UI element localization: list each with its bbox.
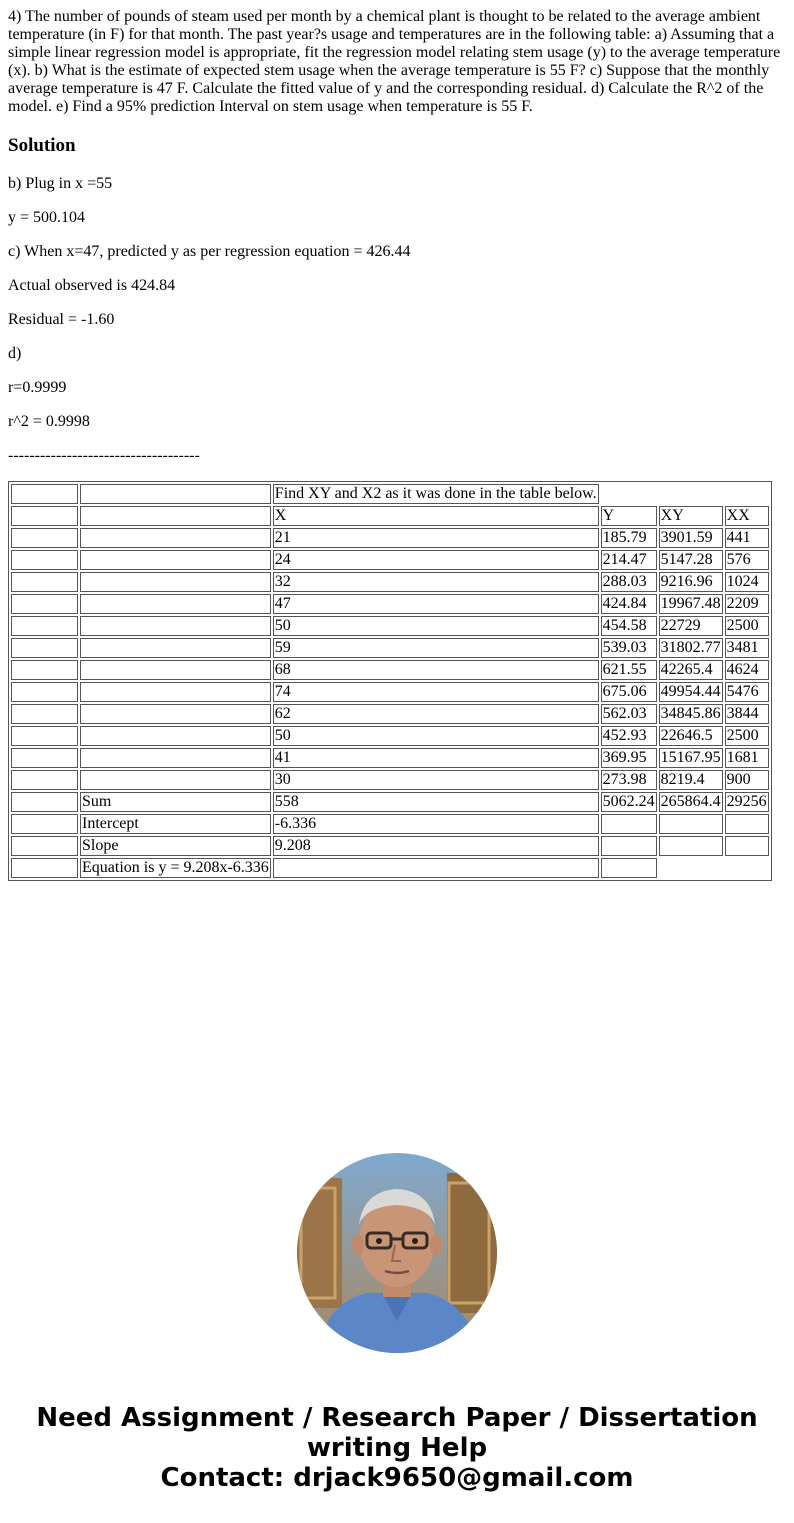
regression-equation: Equation is y = 9.208x-6.336 [82,859,269,876]
table-cell: 24 [273,550,599,570]
table-cell-empty [601,484,769,504]
table-row [11,748,769,768]
table-cell: 19967.48 [660,595,721,612]
table-cell-empty [11,506,78,526]
table-cell-empty [601,814,657,834]
table-cell-empty [11,616,78,636]
table-cell: 41 [273,748,599,768]
table-cell-empty [80,484,271,504]
table-header-row [11,506,769,526]
question-text: 4) The number of pounds of steam used per month by a chemical plant is thought to be related to the average ambient temperature (in F) for that month. The past year?s usage and temperatures are in the following table: a) Assuming that a simple linear regression model is appropriate, fit the regression model relating stem usage (y) to the average temperature (x). b) What is the estimate of expected stem usage when the average temperature is 55 F? c) Suppose that the monthly average temperature is 47 F. Calculate the fitted value of y and the corresponding residual. d) Calculate the R^2 of the model. e) Find a 95% prediction Interval on stem usage when temperature is 55 F. [8,8,781,115]
table-cell: 576 [725,550,769,570]
author-photo [297,1153,497,1353]
table-cell: 454.58 [601,616,657,636]
table-cell: 5476 [725,682,769,702]
table-cell: 74 [273,682,599,702]
table-cell-empty [80,550,271,570]
table-cell: 47 [273,594,599,614]
table-cell: 214.47 [601,550,657,570]
table-cell-empty [80,572,271,592]
table-cell: 2500 [725,616,769,636]
table-cell-empty [11,594,78,614]
table-row [11,550,769,570]
promo-line-2: writing Help [306,1433,488,1463]
column-header: X [273,506,599,526]
table-cell: 2500 [725,726,769,746]
table-cell: 1024 [725,572,769,592]
table-cell: 441 [725,528,769,548]
promo-contact: Contact: drjack9650@gmail.com [160,1463,634,1493]
table-cell-empty [80,704,271,724]
regression-table [8,481,772,881]
table-cell-empty [11,814,78,834]
table-cell: 42265.4 [659,660,723,680]
table-cell: 9216.96 [659,572,723,592]
table-cell-empty [11,484,78,504]
promo-banner [0,1403,794,1493]
table-cell: 50 [273,616,599,636]
table-cell: 539.03 [601,638,657,658]
table-cell-empty [725,814,769,834]
table-cell: 50 [273,726,599,746]
table-row [11,572,769,592]
table-cell-empty [80,616,271,636]
table-cell: 273.98 [601,770,657,790]
slope-label: Slope [80,836,271,856]
table-cell: 3481 [725,638,769,658]
table-cell-empty [11,682,78,702]
table-cell: 288.03 [601,572,657,592]
table-cell-empty [11,792,78,812]
table-cell-empty [601,858,657,878]
solution-line: d) [8,345,22,362]
table-cell: 3844 [725,704,769,724]
table-cell-empty [725,836,769,856]
table-cell: 4624 [725,660,769,680]
solution-line: c) When x=47, predicted y as per regression equation = 426.44 [8,243,411,260]
table-cell-empty [80,660,271,680]
table-cell: 59 [273,638,599,658]
table-cell-empty [11,770,78,790]
author-portrait-image [297,1153,497,1353]
sum-value: 29256 [726,793,767,810]
solution-line: r^2 = 0.9998 [8,413,90,430]
table-cell-empty [80,594,271,614]
slope-value: 9.208 [273,836,599,856]
column-header: XY [659,506,723,526]
table-row [11,638,769,658]
table-row [11,704,769,724]
table-cell-empty [80,770,271,790]
column-header: Y [601,506,657,526]
table-caption-row [11,484,769,504]
sum-value: 558 [273,792,599,812]
table-intercept-row [11,814,769,834]
table-cell-empty [659,836,723,856]
table-cell: 2209 [725,594,769,614]
table-row [11,660,769,680]
table-cell: 900 [725,770,769,790]
table-cell-empty [11,528,78,548]
table-cell-empty [273,858,599,878]
intercept-value: -6.336 [273,814,599,834]
table-cell: 21 [273,528,599,548]
table-cell-empty [11,550,78,570]
table-cell: 621.55 [601,660,657,680]
table-cell: 31802.77 [660,639,721,656]
table-cell-empty [11,858,78,878]
table-cell-empty [80,682,271,702]
sum-label: Sum [80,792,271,812]
table-cell-empty [11,748,78,768]
solution-heading: Solution [8,135,76,156]
table-cell-empty [11,836,78,856]
solution-line: y = 500.104 [8,209,86,226]
table-sum-row [11,792,769,812]
table-row [11,726,769,746]
table-row [11,682,769,702]
table-equation-row [11,858,769,878]
solution-line: r=0.9999 [8,379,67,396]
intercept-label: Intercept [80,814,271,834]
table-cell: 5147.28 [659,550,723,570]
table-cell: 424.84 [601,594,657,614]
table-cell-empty [11,726,78,746]
table-cell-empty [11,638,78,658]
table-cell: 562.03 [601,704,657,724]
table-cell-empty [80,726,271,746]
table-cell: 62 [273,704,599,724]
table-cell: 452.93 [601,726,657,746]
table-cell: 34845.86 [660,705,721,722]
sum-value: 265864.4 [660,793,721,810]
table-cell-empty [11,572,78,592]
solution-line: b) Plug in x =55 [8,175,113,192]
table-cell: 185.79 [601,528,657,548]
table-cell: 8219.4 [659,770,723,790]
table-cell-empty [11,660,78,680]
solution-line: ------------------------------------ [8,447,200,464]
table-cell: 22646.5 [659,726,723,746]
table-cell-empty [80,506,271,526]
table-cell: 68 [273,660,599,680]
table-cell: 369.95 [601,748,657,768]
promo-line-1: Need Assignment / Research Paper / Dissertation [36,1403,758,1433]
table-cell: 30 [273,770,599,790]
table-cell-empty [659,814,723,834]
table-cell-empty [80,748,271,768]
table-cell: 675.06 [601,682,657,702]
table-cell-empty [11,704,78,724]
table-cell: 22729 [659,616,723,636]
solution-lines [8,175,786,465]
solution-line: Residual = -1.60 [8,311,115,328]
table-cell-empty [80,638,271,658]
column-header: XX [725,506,769,526]
table-row [11,616,769,636]
table-cell: 32 [273,572,599,592]
table-cell-empty [80,528,271,548]
table-cell: 15167.95 [660,749,721,766]
table-caption: Find XY and X2 as it was done in the table below. [274,485,597,502]
table-cell: 3901.59 [659,528,723,548]
table-cell-empty [659,858,769,878]
sum-value: 5062.24 [602,793,655,810]
table-row [11,770,769,790]
table-row [11,594,769,614]
table-cell-empty [601,836,657,856]
table-cell: 49954.44 [660,683,721,700]
table-cell: 1681 [725,748,769,768]
table-slope-row [11,836,769,856]
table-row [11,528,769,548]
solution-line: Actual observed is 424.84 [8,277,176,294]
